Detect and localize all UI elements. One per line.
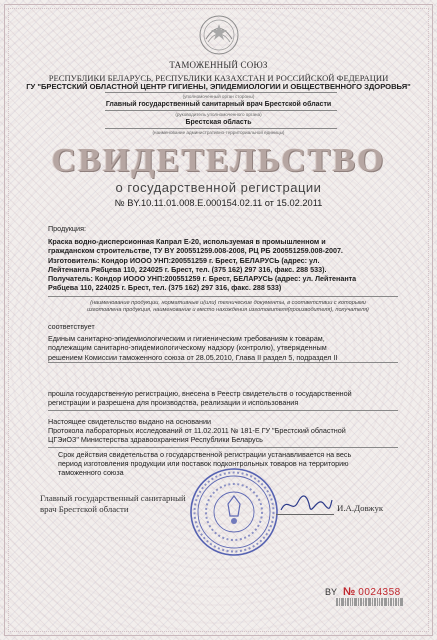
official-seal [188,466,280,558]
validity-line: период изготовления продукции или поставок подконтрольных товаров на территорию [58,459,349,469]
product-line: Краска водно-дисперсионная Капрал Е-20, используемая в промышленном и [48,237,326,247]
divider [48,447,398,448]
basis-line: Настоящее свидетельство выдано на основании [48,417,212,426]
product-line: Изготовитель: Кондор ИООО УНП:200551259 г. Брест, БЕЛАРУСЬ (адрес: ул. [48,255,320,265]
basis-section [48,417,408,445]
region-name: Брестская область [185,119,252,126]
handwritten-signature [278,492,334,516]
official-hint: (руководитель уполномоченного органа) [175,112,262,117]
product-hint-line: (наименование продукции, нормативные и(или) технические документы, в соответствии с которыми [90,300,366,306]
signatory-position [40,493,186,515]
signature-line [276,514,334,515]
signer-name: И.А.Довжук [337,503,384,513]
divider [48,362,398,363]
serial-number [325,586,401,598]
registration-line: регистрации и разрешена для производства, реализации и использования [48,398,299,408]
compliance-line: решением Комиссии таможенного союза от 28.05.2010, Глава II раздел 5, подраздел II [48,352,338,362]
compliance-line: подлежащим санитарно-эпидемиологическому надзору (контролю), утвержденным [48,343,327,353]
divider [105,92,337,93]
product-line: гражданском строительстве, ТУ BY 200551259.008-2008, РЦ РБ 200551259.008-2007. [48,246,343,256]
chief-doctor-title: Главный государственный санитарный врач Брестской области [105,101,332,108]
divider [105,110,337,111]
product-line: Лейтенанта Рябцева 110, 224025 г. Брест, тел. (375 162) 297 316, факс. 288 533). [48,264,327,274]
product-label: Продукция: [48,224,86,233]
region-hint: (наименование административно-территориальной единицы) [152,130,285,135]
compliance-line: Единым санитарно-эпидемиологическим и гигиеническим требованиям к товарам, [48,334,325,344]
document-title: СВИДЕТЕЛЬСТВО [51,142,386,179]
product-line: Получатель: Кондор ИООО УНП:200551259 г. Брест, БЕЛАРУСЬ (адрес: ул. Лейтенанта [48,274,357,284]
customs-union-title: ТАМОЖЕННЫЙ СОЮЗ [169,60,268,70]
registration-line: прошла государственную регистрацию, внесена в Реестр свидетельств о государственной [48,389,352,398]
serial-no-sign: № [343,586,356,598]
complies-label: соответствует [48,322,95,331]
divider [48,296,398,297]
validity-line: таможенного союза [58,468,124,478]
divider [105,128,337,129]
compliance-section [48,322,408,362]
serial-prefix: BY [325,587,338,597]
product-section [48,224,408,292]
serial-barcode [336,598,414,606]
signatory-position-line: Главный государственный санитарный [40,493,186,503]
serial-digits: 0024358 [358,587,401,598]
registration-section [48,389,408,407]
issuing-organization: ГУ "БРЕСТСКИЙ ОБЛАСТНОЙ ЦЕНТР ГИГИЕНЫ, ЭПИДЕМИОЛОГИИ И ОБЩЕСТВЕННОГО ЗДОРОВЬЯ" [26,82,411,91]
validity-line: Срок действия свидетельства о государственной регистрации устанавливается на весь [58,450,352,459]
customs-union-emblem [198,14,240,56]
registration-number: № BY.10.11.01.008.Е.000154.02.11 от 15.02.2011 [114,198,323,208]
product-hint [48,300,408,314]
basis-line: ЦГЭиОЗ" Министерства здравоохранения Республики Беларусь [48,435,263,445]
organization-hint: (уполномоченный орган стороны) [182,94,255,99]
product-line: Рябцева 110, 224025 г. Брест, тел. (375 162) 297 316, факс. 288 533) [48,283,282,293]
divider [48,410,398,411]
signatory-position-line: врач Брестской области [40,504,129,514]
republics-line: РЕСПУБЛИКИ БЕЛАРУСЬ, РЕСПУБЛИКИ КАЗАХСТАН И РОССИЙСКОЙ ФЕДЕРАЦИИ [48,73,389,83]
document-subtitle: о государственной регистрации [115,180,322,195]
product-hint-line: изготовлена продукция, наименование и место нахождения изготовителя(производителя), получателя) [87,307,369,313]
basis-line: Протокола лабораторных исследований от 11.02.2011 № 181-Е ГУ "Брестский областной [48,426,346,436]
